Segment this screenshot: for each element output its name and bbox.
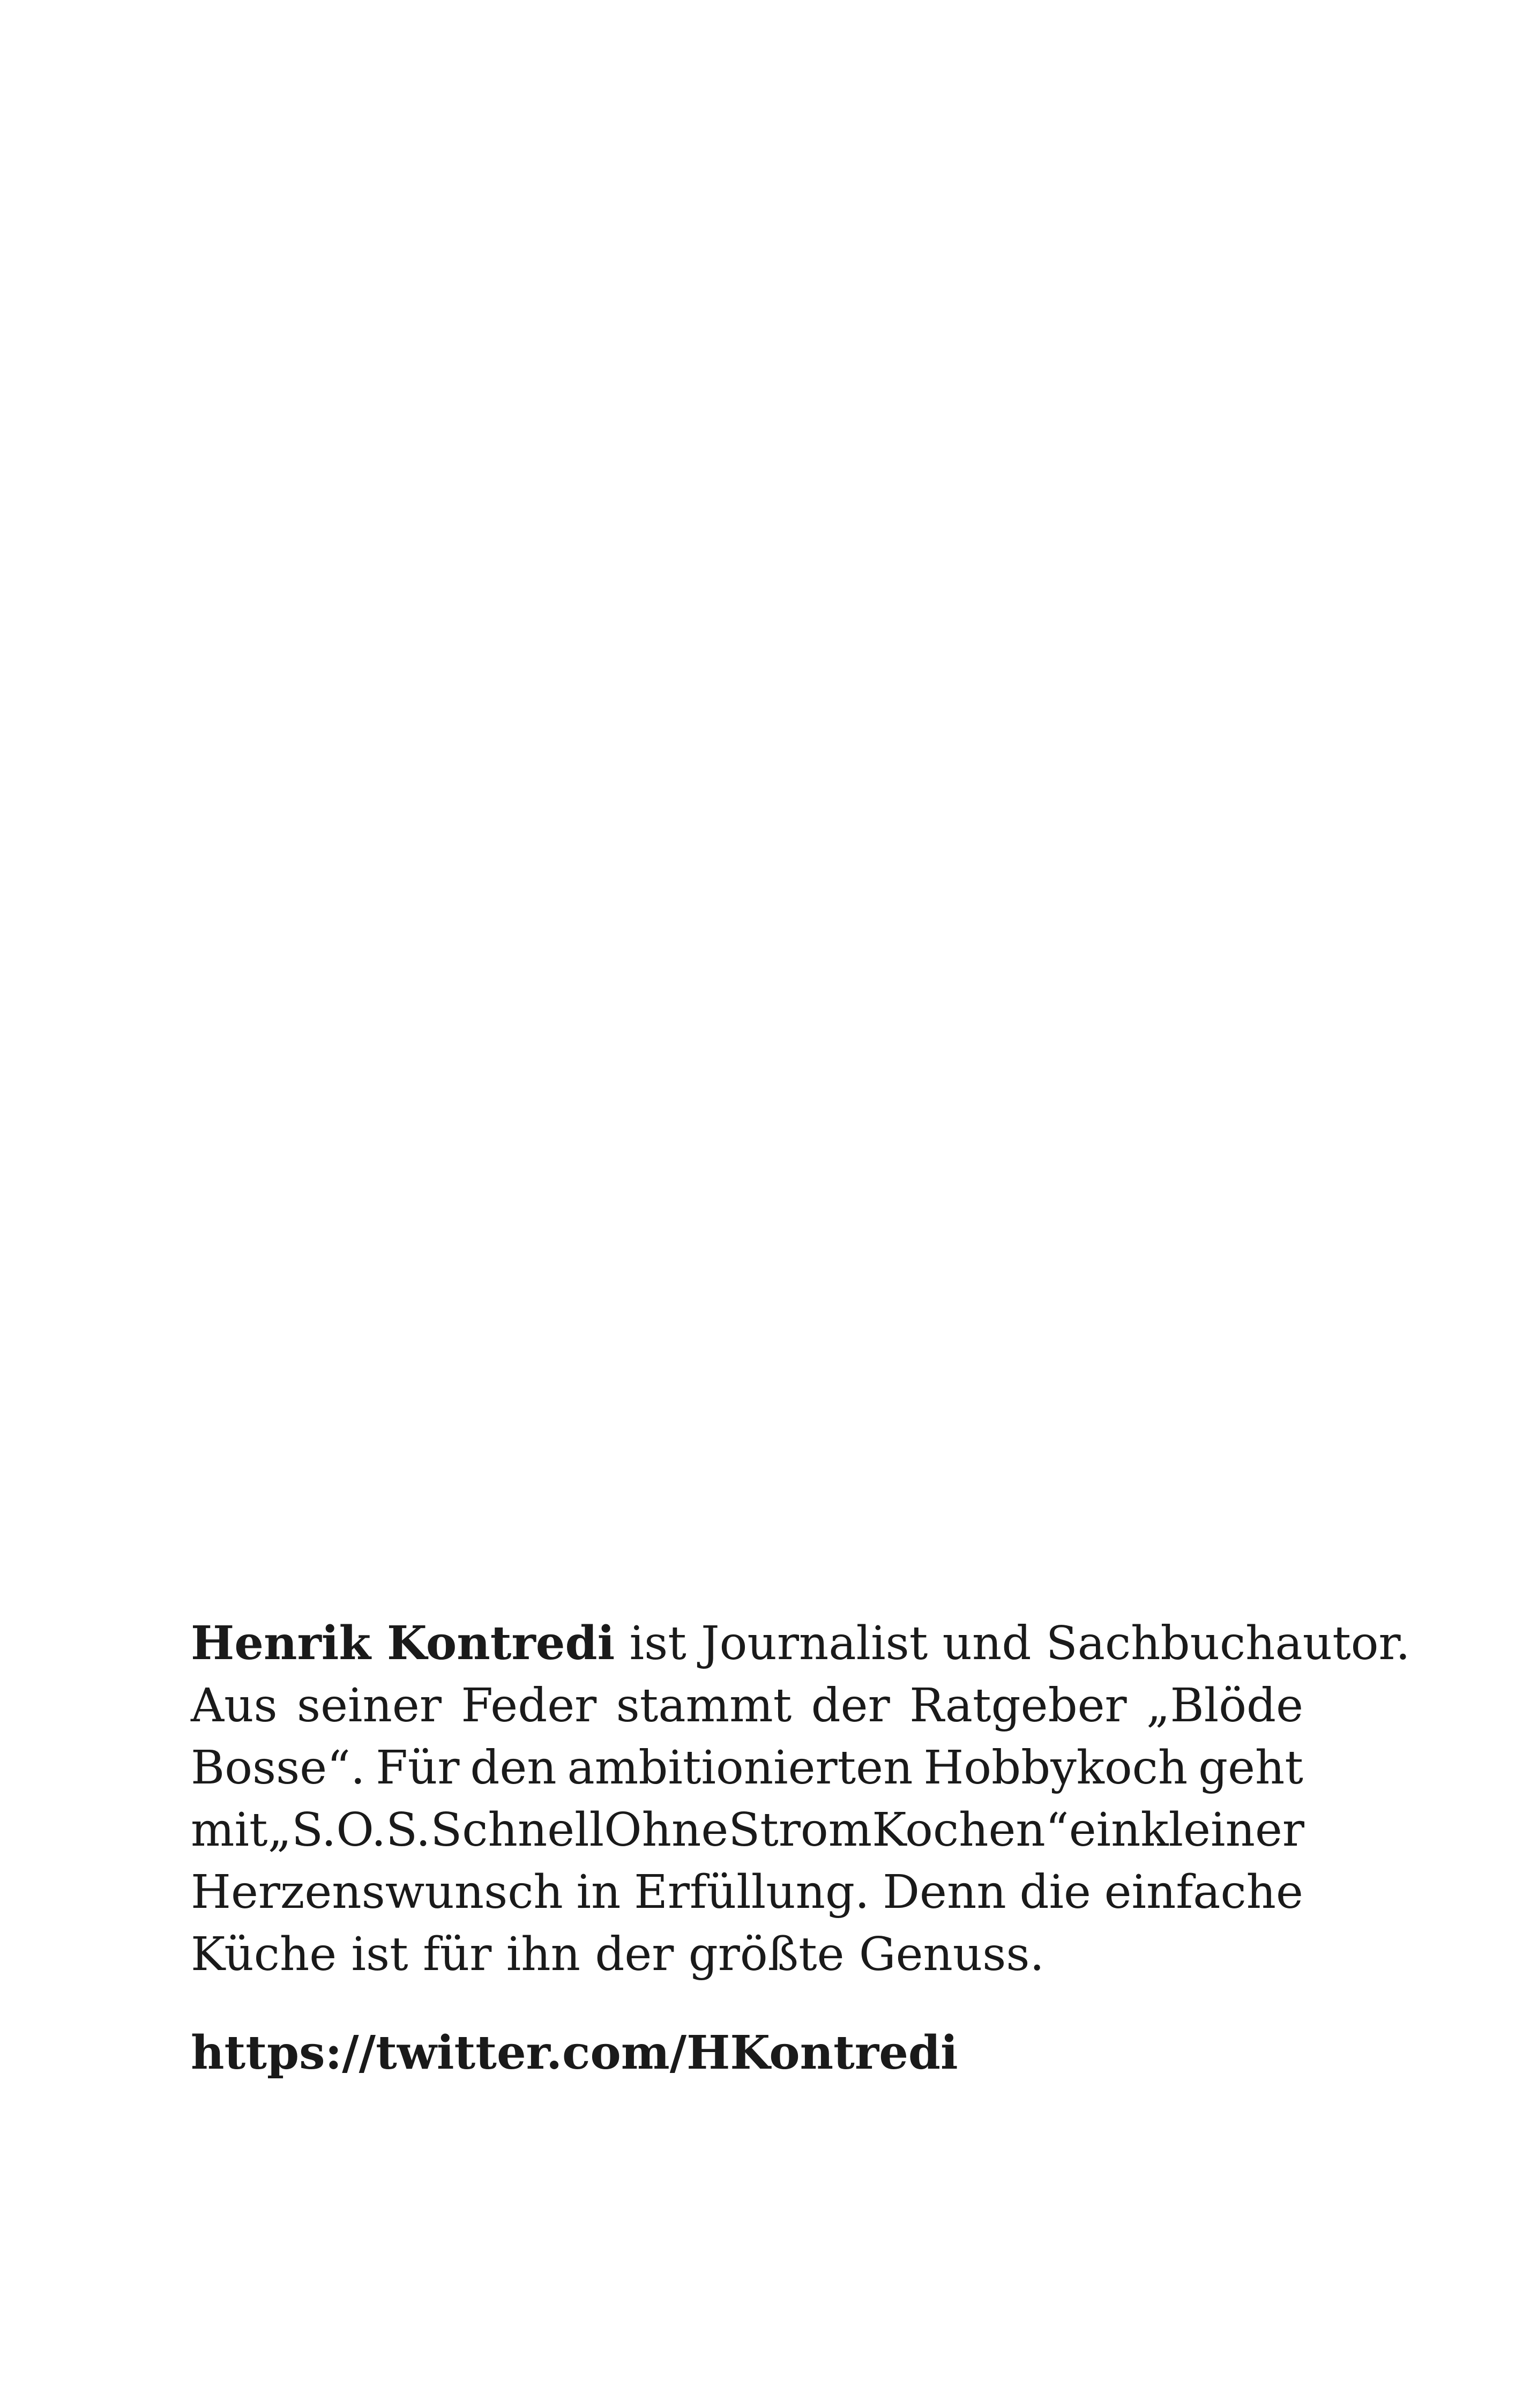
bio-word: der — [811, 1679, 890, 1733]
bio-word: Hobbykoch — [923, 1741, 1188, 1795]
bio-word: Ohne — [604, 1803, 729, 1857]
bio-word: einfache — [1104, 1866, 1303, 1919]
bio-line-2 — [191, 1675, 1303, 1737]
bio-word: die — [1019, 1866, 1091, 1919]
twitter-link[interactable]: https://twitter.com/HKontredi — [191, 2026, 958, 2080]
bio-line-5 — [191, 1861, 1303, 1923]
bio-word: Schnell — [430, 1803, 604, 1857]
bio-line-4 — [191, 1799, 1303, 1861]
bio-word: kleiner — [1140, 1803, 1304, 1857]
bio-word: ambitionierten — [567, 1741, 913, 1795]
bio-word: in — [576, 1866, 621, 1919]
bio-word: mit — [191, 1803, 268, 1857]
bio-line-1 — [191, 1612, 1410, 1675]
bio-word: Erfüllung. — [634, 1866, 870, 1919]
bio-word: „Blöde — [1146, 1679, 1303, 1733]
bio-word: Aus — [191, 1679, 278, 1733]
bio-word: Bosse“. — [191, 1741, 365, 1795]
bio-word: „S.O.S. — [267, 1803, 431, 1857]
bio-word: Ratgeber — [909, 1679, 1127, 1733]
bio-word: Kochen“ — [872, 1803, 1069, 1857]
bio-word: Strom — [728, 1803, 872, 1857]
bio-word: Denn — [883, 1866, 1006, 1919]
bio-word: stammt — [616, 1679, 792, 1733]
author-name: Henrik Kontredi — [191, 1616, 615, 1670]
bio-text-1: ist Journalist und Sachbuchautor. — [615, 1617, 1410, 1670]
bio-line-6: Küche ist für ihn der größte Genuss. — [191, 1928, 1044, 1981]
bio-line-3 — [191, 1737, 1303, 1799]
bio-word: Für — [376, 1741, 460, 1795]
bio-word: Feder — [461, 1679, 597, 1733]
bio-word: geht — [1198, 1741, 1303, 1795]
bio-word: Herzenswunsch — [191, 1866, 563, 1919]
bio-word: ein — [1069, 1803, 1141, 1857]
author-bio — [191, 1612, 1410, 2084]
bio-word: seiner — [297, 1679, 442, 1733]
bio-word: den — [470, 1741, 557, 1795]
